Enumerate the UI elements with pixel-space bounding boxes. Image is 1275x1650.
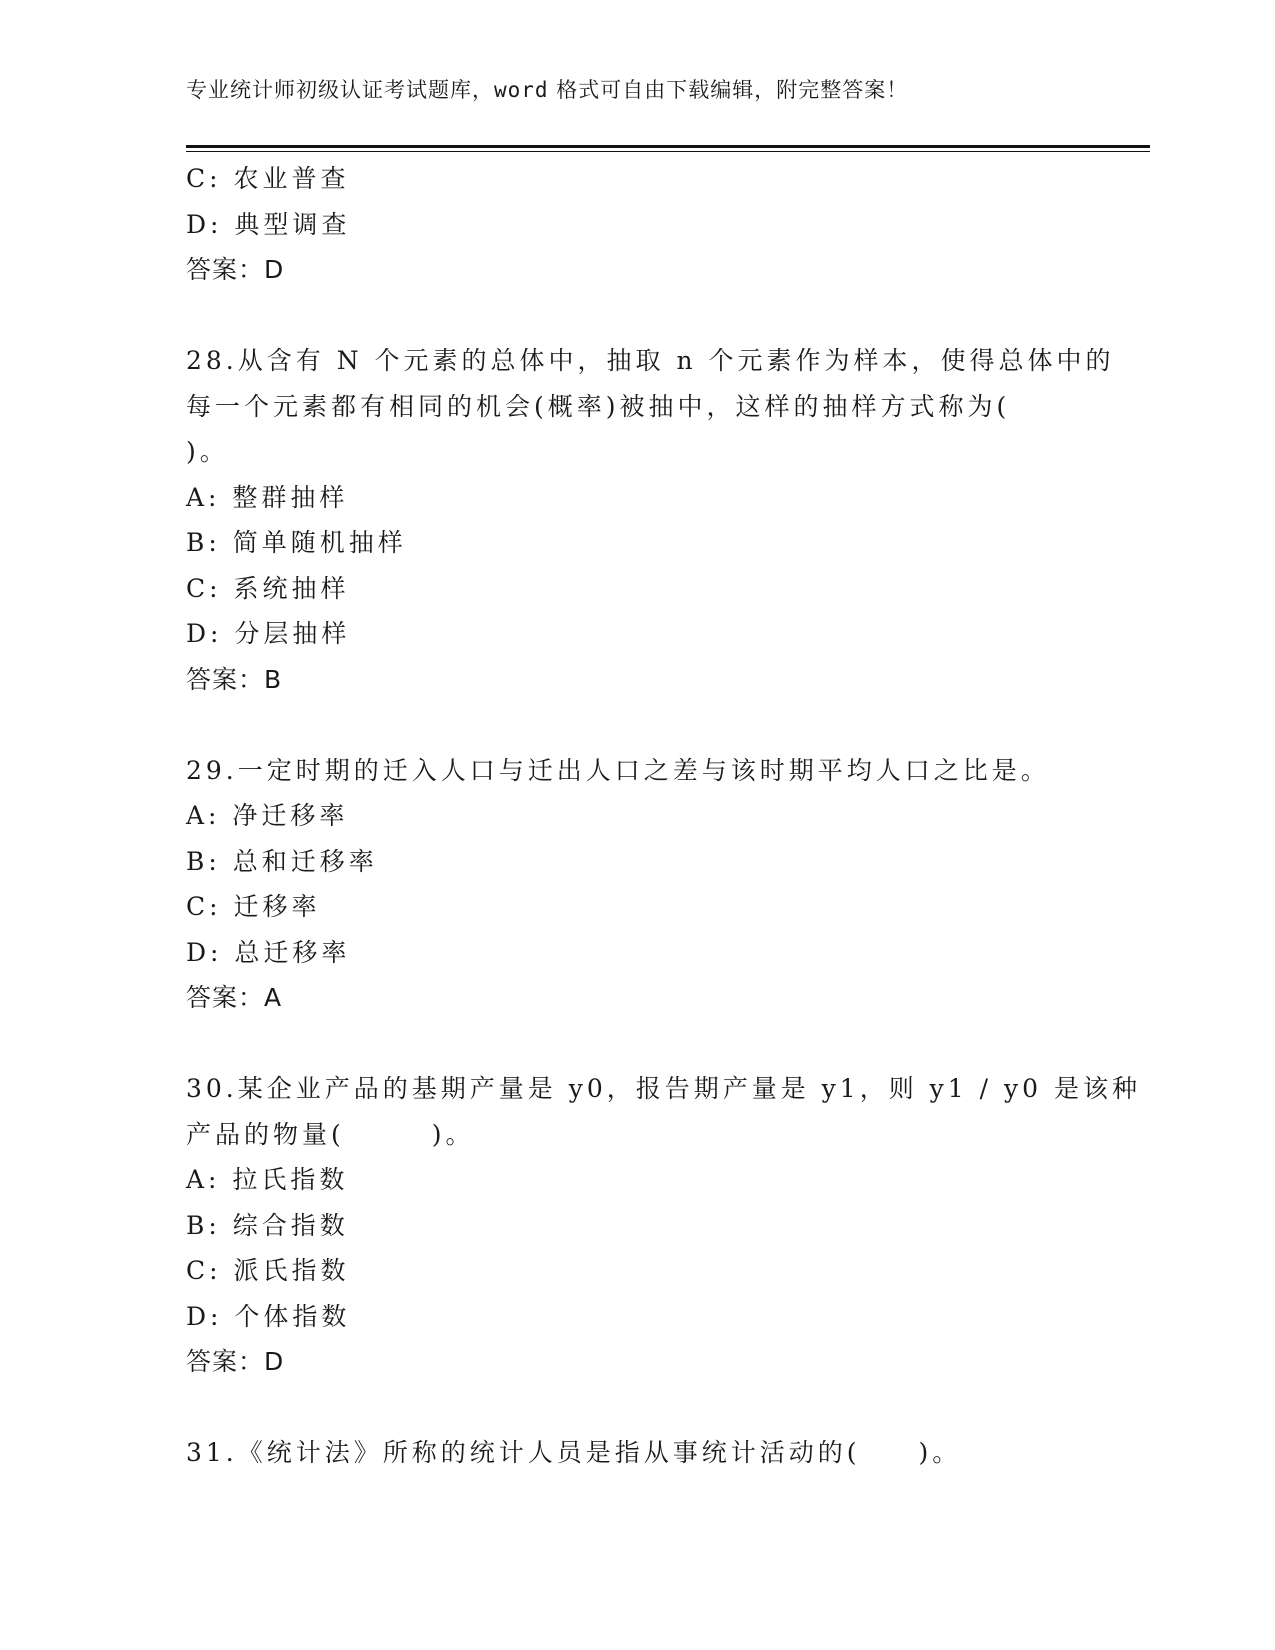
option-c: C: 迁移率 bbox=[186, 892, 321, 921]
option-b: B: 综合指数 bbox=[186, 1210, 349, 1240]
spacer bbox=[186, 293, 1086, 339]
option-a: A: 净迁移率 bbox=[186, 801, 349, 830]
option-d: D: 分层抽样 bbox=[186, 619, 351, 648]
header-text-after: 格式可自由下载编辑，附完整答案！ bbox=[548, 78, 909, 102]
option-c: C: 派氏指数 bbox=[186, 1256, 350, 1285]
question-text-line: 每一个元素都有相同的机会(概率)被抽中，这样的抽样方式称为( bbox=[186, 391, 1011, 421]
spacer bbox=[186, 1385, 1086, 1431]
question-list bbox=[186, 156, 1141, 1476]
answer-line: 答案：D bbox=[186, 255, 285, 284]
question-text-line: 30.某企业产品的基期产量是 y0，报告期产量是 y1，则 y1 / y0 是该种 bbox=[186, 1074, 1141, 1103]
header-rule-thick bbox=[186, 145, 1150, 148]
question-text-line: 29.一定时期的迁入人口与迁出人口之差与该时期平均人口之比是。 bbox=[186, 755, 1050, 785]
option-d: D: 个体指数 bbox=[186, 1301, 351, 1331]
option-a: A: 拉氏指数 bbox=[186, 1165, 349, 1194]
spacer bbox=[186, 702, 1086, 748]
spacer bbox=[186, 1021, 1086, 1067]
question-29 bbox=[186, 748, 1086, 1021]
option-d: D: 总迁移率 bbox=[186, 937, 351, 967]
question-27-continued bbox=[186, 156, 1086, 293]
question-text-line: 31.《统计法》所称的统计人员是指从事统计活动的( )。 bbox=[186, 1438, 962, 1467]
answer-line: 答案：D bbox=[186, 1347, 285, 1376]
header-rule-thin bbox=[186, 151, 1150, 152]
answer-line: 答案：A bbox=[186, 983, 283, 1012]
option-b: B: 总和迁移率 bbox=[186, 846, 378, 876]
option-a: A: 整群抽样 bbox=[186, 482, 349, 512]
question-28 bbox=[186, 338, 1115, 702]
question-text-line: 28.从含有 N 个元素的总体中，抽取 n 个元素作为样本，使得总体中的 bbox=[186, 346, 1115, 375]
header-text-before: 专业统计师初级认证考试题库， bbox=[186, 78, 494, 102]
header-text-word: word bbox=[494, 78, 549, 102]
option-c: C: 系统抽样 bbox=[186, 573, 350, 603]
question-31 bbox=[186, 1430, 1086, 1476]
question-text-line: )。 bbox=[186, 437, 229, 466]
option-b: B: 简单随机抽样 bbox=[186, 528, 407, 557]
question-30 bbox=[186, 1066, 1141, 1385]
page-header bbox=[186, 74, 908, 104]
question-text-line: 产品的物量( )。 bbox=[186, 1119, 475, 1149]
option-c: C: 农业普查 bbox=[186, 164, 350, 193]
answer-line: 答案：B bbox=[186, 664, 283, 694]
option-d: D: 典型调查 bbox=[186, 209, 351, 239]
